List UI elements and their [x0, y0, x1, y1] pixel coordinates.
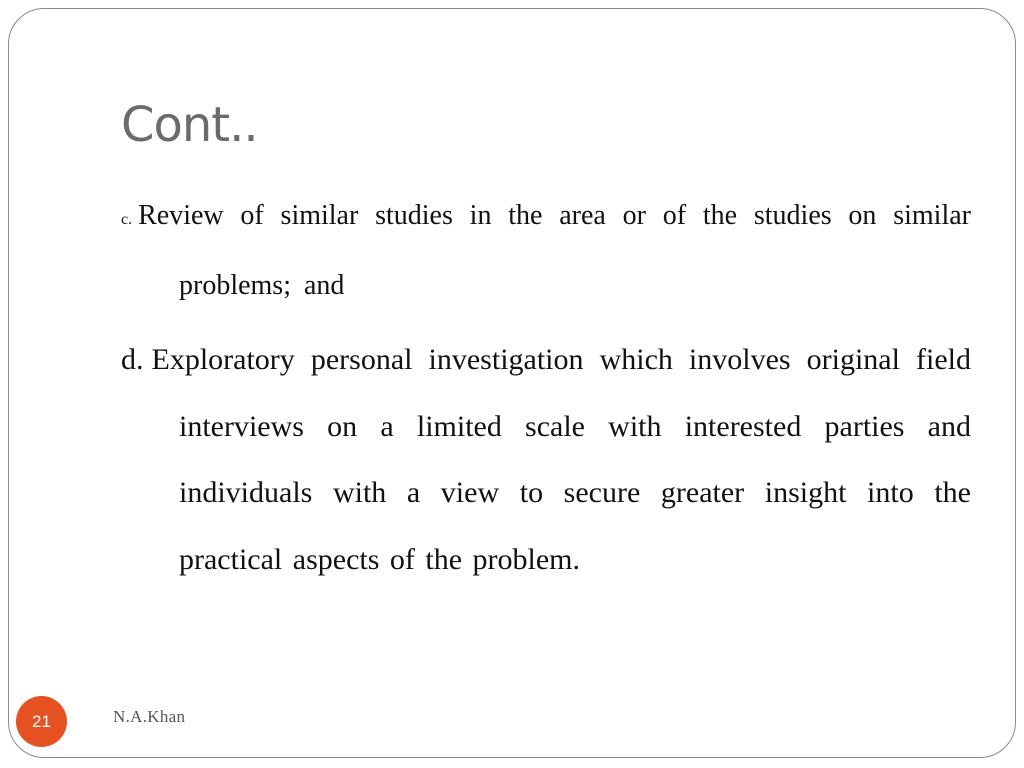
list-marker-d: d.	[121, 343, 144, 376]
slide-body	[121, 183, 971, 593]
list-item-c-text: Review of similar studies in the area or of the studies on similar problems; and	[138, 200, 971, 301]
page-number-badge: 21	[16, 696, 67, 747]
slide-title: Cont..	[121, 97, 258, 153]
footer-author: N.A.Khan	[113, 707, 186, 726]
list-marker-c: c.	[121, 211, 133, 228]
slide-frame	[8, 8, 1016, 758]
list-item-d	[121, 327, 971, 593]
list-item-c	[121, 183, 971, 319]
list-item-d-text: Exploratory personal investigation which involves original field interviews on a limited scale with interested parties and individuals with a view to secure greater insight into the practical aspects of the problem.	[151, 343, 971, 576]
